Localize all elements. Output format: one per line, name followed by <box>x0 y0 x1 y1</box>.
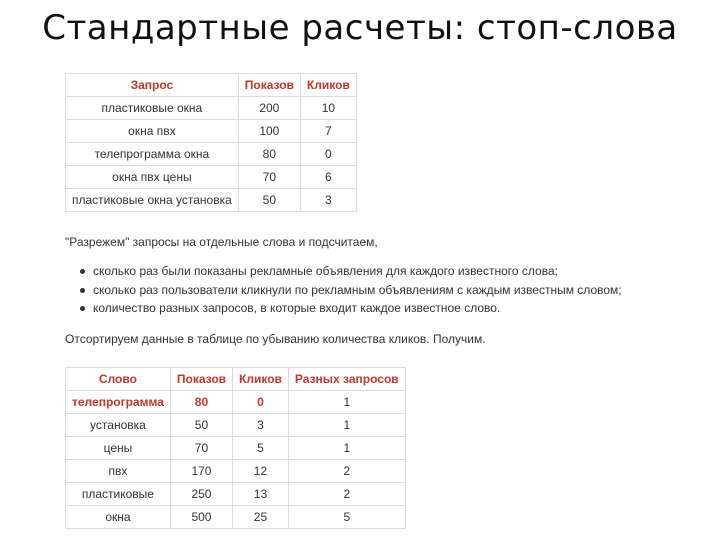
table-row <box>66 120 357 143</box>
word-cell: установка <box>66 414 171 437</box>
query-cell: пластиковые окна установка <box>66 189 239 212</box>
column-header-clicks: Кликов <box>233 368 289 391</box>
queries-table <box>65 73 357 212</box>
clicks-cell: 7 <box>300 120 356 143</box>
column-header-clicks: Кликов <box>300 74 356 97</box>
distinct-queries-cell: 2 <box>288 460 405 483</box>
clicks-cell: 0 <box>300 143 356 166</box>
query-cell: окна пвх цены <box>66 166 239 189</box>
table-row <box>66 506 406 529</box>
column-header-impressions: Показов <box>238 74 300 97</box>
impressions-cell: 250 <box>170 483 232 506</box>
distinct-queries-cell: 1 <box>288 391 405 414</box>
word-cell: пластиковые <box>66 483 171 506</box>
impressions-cell: 70 <box>238 166 300 189</box>
clicks-cell: 3 <box>233 414 289 437</box>
impressions-cell: 170 <box>170 460 232 483</box>
table-row <box>66 437 406 460</box>
clicks-cell: 13 <box>233 483 289 506</box>
clicks-cell: 12 <box>233 460 289 483</box>
query-cell: пластиковые окна <box>66 97 239 120</box>
bullet-icon <box>80 288 85 293</box>
column-header-word: Слово <box>66 368 171 391</box>
words-table <box>65 367 406 529</box>
list-item-text: количество разных запросов, в которые входит каждое известное слово. <box>93 301 501 315</box>
word-cell: телепрограмма <box>66 391 171 414</box>
list-item-text: сколько раз пользователи кликнули по рекламным объявлениям с каждым известным словом; <box>93 282 622 297</box>
table-row <box>66 483 406 506</box>
impressions-cell: 500 <box>170 506 232 529</box>
impressions-cell: 50 <box>170 414 232 437</box>
bullet-icon <box>80 269 85 274</box>
list-item-text: сколько раз были показаны рекламные объявления для каждого известного слова; <box>93 264 558 278</box>
impressions-cell: 80 <box>170 391 232 414</box>
intro-text: "Разрежем" запросы на отдельные слова и подсчитаем, <box>65 235 378 249</box>
query-cell: телепрограмма окна <box>66 143 239 166</box>
table-row <box>66 189 357 212</box>
distinct-queries-cell: 5 <box>288 506 405 529</box>
column-header-impressions: Показов <box>170 368 232 391</box>
word-cell: пвх <box>66 460 171 483</box>
impressions-cell: 80 <box>238 143 300 166</box>
table-row <box>66 97 357 120</box>
distinct-queries-cell: 1 <box>288 414 405 437</box>
clicks-cell: 10 <box>300 97 356 120</box>
clicks-cell: 3 <box>300 189 356 212</box>
query-cell: окна пвх <box>66 120 239 143</box>
impressions-cell: 70 <box>170 437 232 460</box>
list-item <box>78 262 622 281</box>
impressions-cell: 100 <box>238 120 300 143</box>
bullet-list <box>78 262 622 318</box>
list-item <box>78 281 622 300</box>
slide-title: Стандартные расчеты: стоп-слова <box>42 8 678 48</box>
table-row <box>66 166 357 189</box>
sort-note-text: Отсортируем данные в таблице по убыванию количества кликов. Получим. <box>65 332 486 346</box>
list-item <box>78 299 622 318</box>
impressions-cell: 50 <box>238 189 300 212</box>
table-row-highlighted <box>66 391 406 414</box>
table-row <box>66 460 406 483</box>
table-row <box>66 414 406 437</box>
column-header-query: Запрос <box>66 74 239 97</box>
clicks-cell: 25 <box>233 506 289 529</box>
distinct-queries-cell: 2 <box>288 483 405 506</box>
table-row <box>66 143 357 166</box>
clicks-cell: 0 <box>233 391 289 414</box>
table-header-row <box>66 74 357 97</box>
impressions-cell: 200 <box>238 97 300 120</box>
clicks-cell: 5 <box>233 437 289 460</box>
clicks-cell: 6 <box>300 166 356 189</box>
column-header-distinct-queries: Разных запросов <box>288 368 405 391</box>
distinct-queries-cell: 1 <box>288 437 405 460</box>
word-cell: окна <box>66 506 171 529</box>
word-cell: цены <box>66 437 171 460</box>
bullet-icon <box>80 306 85 311</box>
table-header-row <box>66 368 406 391</box>
